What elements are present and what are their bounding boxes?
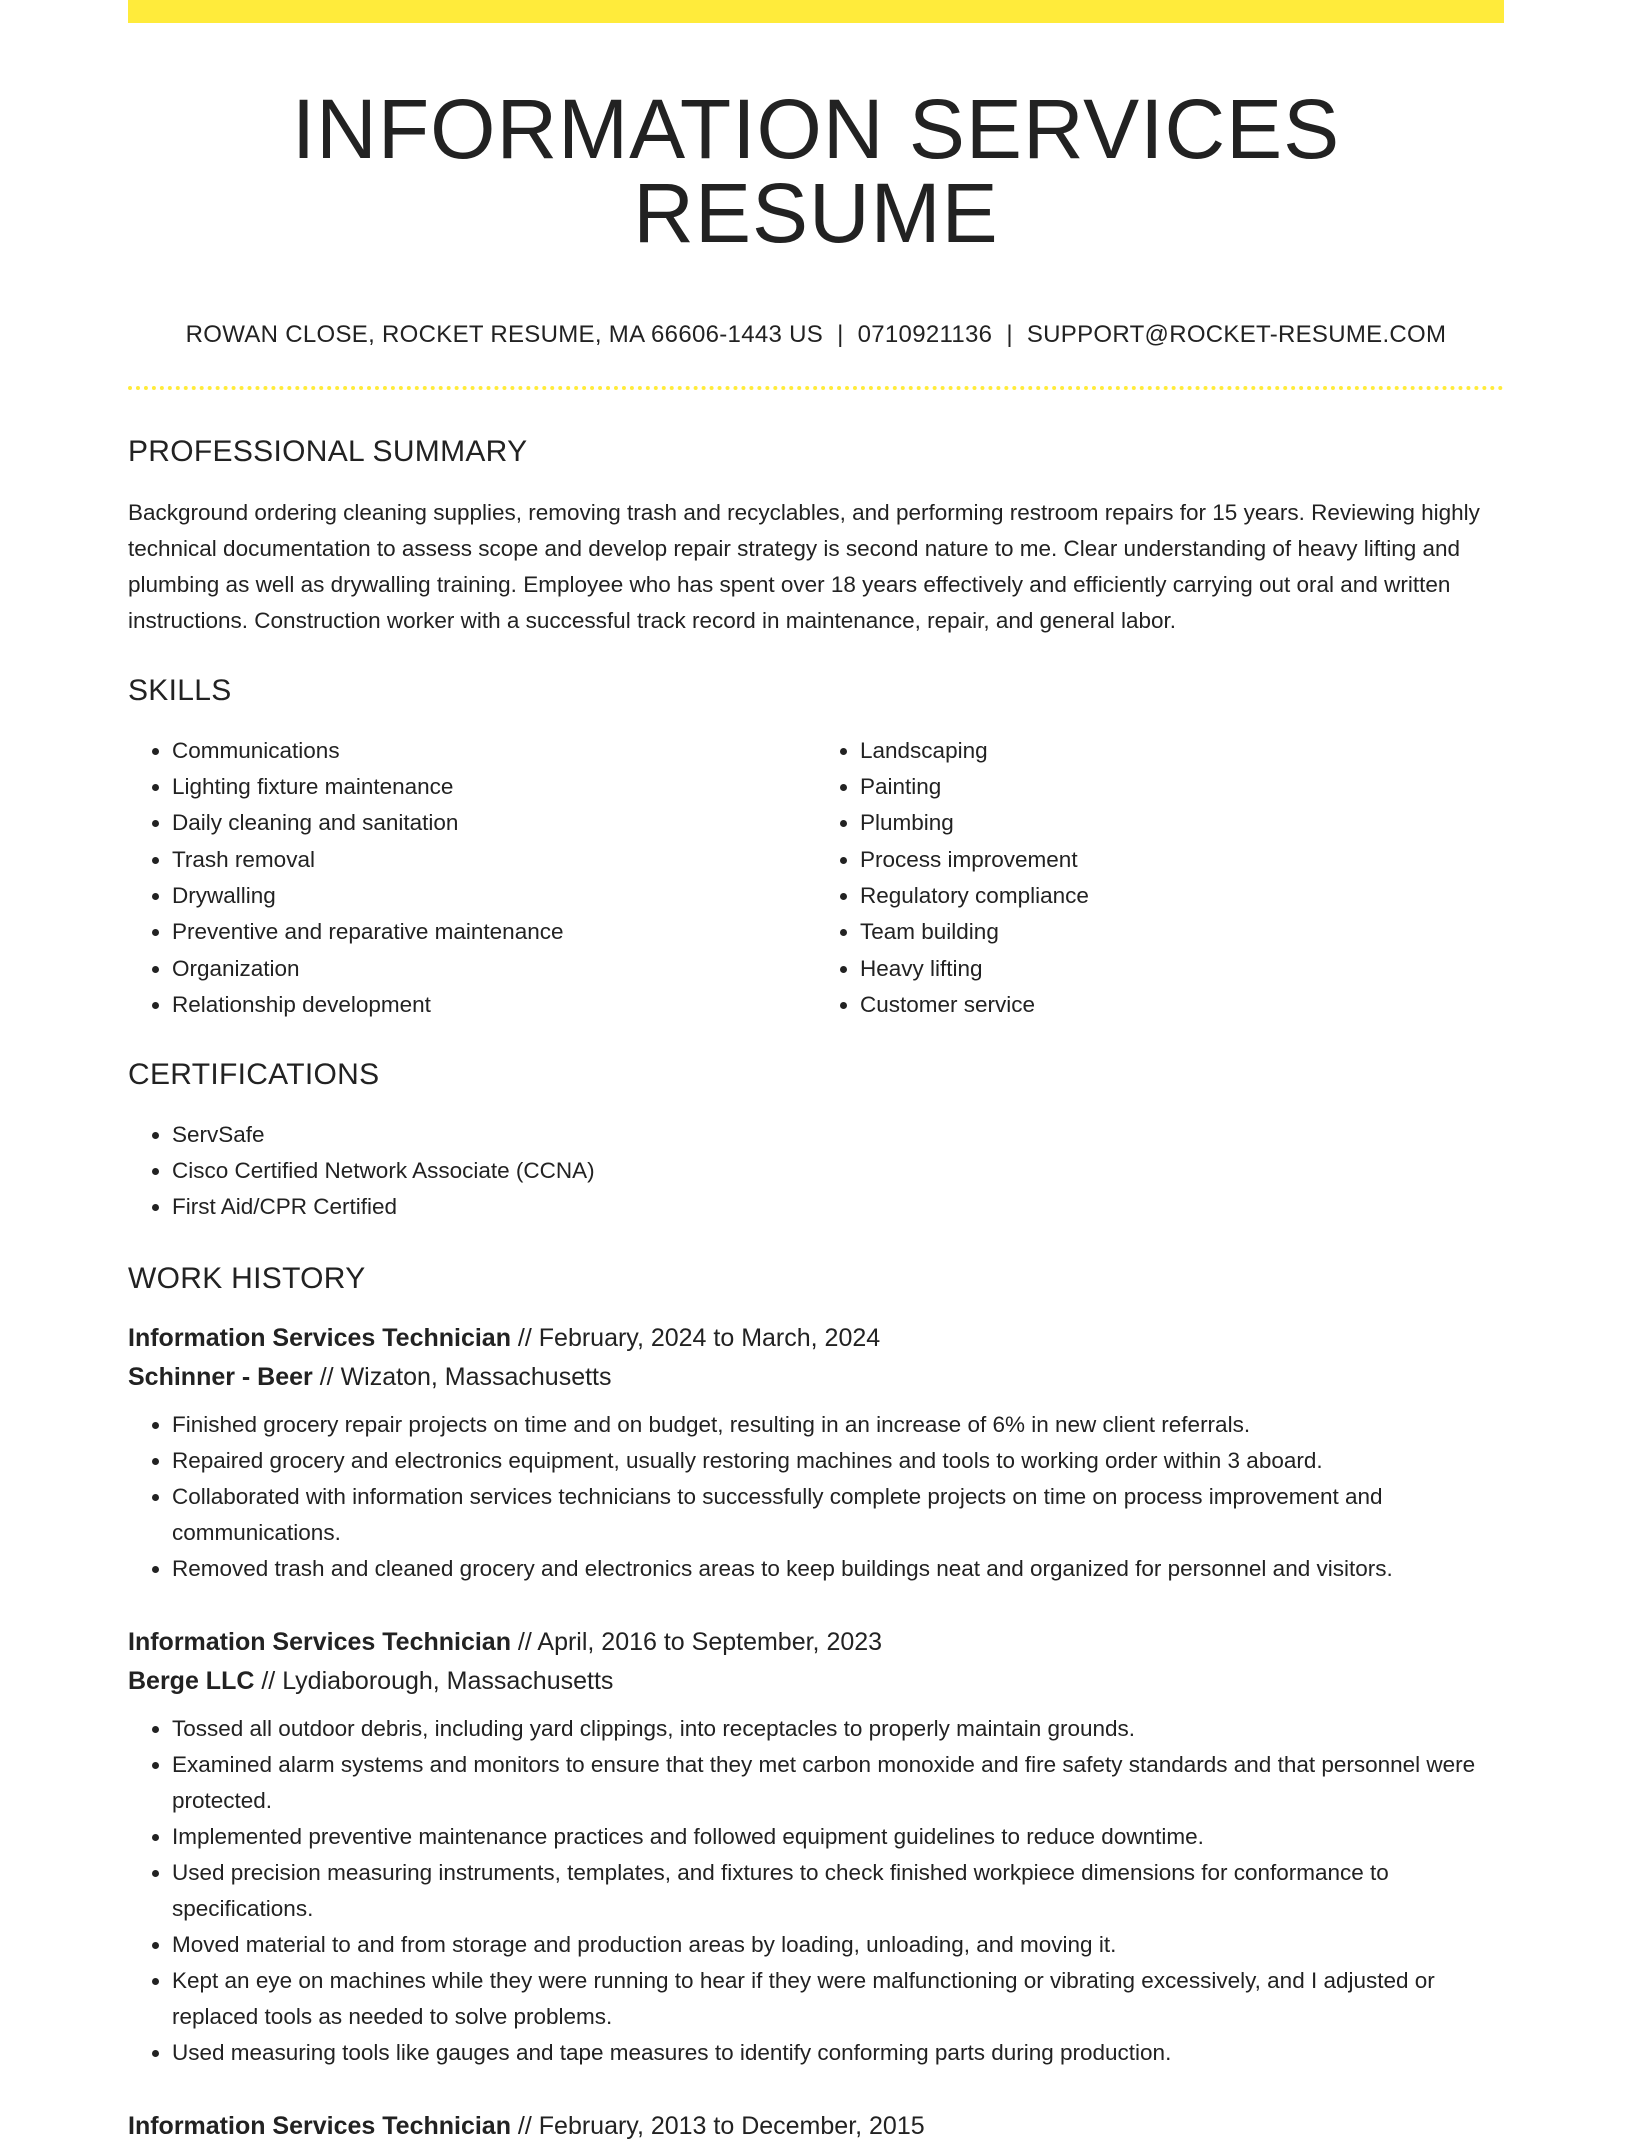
- job-bullet: • Moved material to and from storage and production areas by loading, unloading, and moving it.: [172, 1927, 1504, 1963]
- skill-item: • Customer service: [860, 987, 1504, 1023]
- skill-item: • Regulatory compliance: [860, 878, 1504, 914]
- certification-item: • Cisco Certified Network Associate (CCNA): [172, 1153, 1504, 1189]
- job-title: Information Services Technician: [128, 1324, 511, 1353]
- contact-separator: |: [1006, 321, 1013, 348]
- job-bullet: • Used measuring tools like gauges and tape measures to identify conforming parts during production.: [172, 2035, 1504, 2071]
- summary-heading: PROFESSIONAL SUMMARY: [128, 434, 528, 468]
- job-dates: // February, 2024 to March, 2024: [510, 1324, 881, 1353]
- skills-left-list: [128, 733, 816, 1023]
- skill-item: • Landscaping: [860, 733, 1504, 769]
- skills-right-list: [816, 733, 1504, 1023]
- certifications-list: [128, 1117, 1504, 1225]
- skill-item: • Team building: [860, 914, 1504, 950]
- skill-item: • Relationship development: [172, 987, 816, 1023]
- skill-item: • Heavy lifting: [860, 951, 1504, 987]
- job-location: // Wizaton, Massachusetts: [312, 1363, 612, 1392]
- summary-text: Background ordering cleaning supplies, removing trash and recyclables, and performing restroom repairs for 15 years. Reviewing highly technical documentation to assess scope and develop repair strategy is second nature to me. Clear understanding of heavy lifting and plumbing as well as drywalling training. Employee who has spent over 18 years effectively and efficiently carrying out oral and written instructions. Construction worker with a successful track record in maintenance, repair, and general labor.: [128, 499, 1480, 633]
- job-title: Information Services Technician: [128, 2112, 511, 2141]
- certification-item: • First Aid/CPR Certified: [172, 1189, 1504, 1225]
- job-bullets: [128, 1711, 1504, 2071]
- resume-title: INFORMATION SERVICES RESUME: [291, 82, 1341, 260]
- header-divider: [128, 386, 1504, 390]
- job-bullet: • Kept an eye on machines while they were running to hear if they were malfunctioning or vibrating excessively, and I adjusted or replaced tools as needed to solve problems.: [172, 1963, 1504, 2035]
- job-bullet: • Implemented preventive maintenance practices and followed equipment guidelines to reduce downtime.: [172, 1819, 1504, 1855]
- skill-item: • Organization: [172, 951, 816, 987]
- job-bullet: • Finished grocery repair projects on time and on budget, resulting in an increase of 6% in new client referrals.: [172, 1407, 1504, 1443]
- job-title: Information Services Technician: [128, 1628, 511, 1657]
- resume-page: [128, 0, 1504, 2146]
- job-dates: // April, 2016 to September, 2023: [510, 1628, 883, 1657]
- job-bullet: • Used precision measuring instruments, templates, and fixtures to check finished workpiece dimensions for conformance to specifications.: [172, 1855, 1504, 1927]
- work-history-heading: WORK HISTORY: [128, 1262, 366, 1296]
- job-location: // Lydiaborough, Massachusetts: [254, 1667, 614, 1696]
- job-title-line: [128, 1319, 1504, 1358]
- contact-address: ROWAN CLOSE, ROCKET RESUME, MA 66606-1443 US: [185, 321, 824, 348]
- skills-heading: SKILLS: [128, 673, 232, 707]
- job-bullet: • Collaborated with information services technicians to successfully complete projects on time on process improvement and communications.: [172, 1479, 1504, 1551]
- job-bullet: • Tossed all outdoor debris, including yard clippings, into receptacles to properly maintain grounds.: [172, 1711, 1504, 1747]
- job-bullets: [128, 1407, 1504, 1587]
- contact-email: SUPPORT@ROCKET-RESUME.COM: [1026, 321, 1447, 348]
- job-bullet: • Examined alarm systems and monitors to ensure that they met carbon monoxide and fire safety standards and that personnel were protected.: [172, 1747, 1504, 1819]
- skill-item: • Drywalling: [172, 878, 816, 914]
- skill-item: • Communications: [172, 733, 816, 769]
- skill-item: • Plumbing: [860, 805, 1504, 841]
- skills-columns: [128, 733, 1504, 1023]
- skill-item: • Lighting fixture maintenance: [172, 769, 816, 805]
- certification-item: • ServSafe: [172, 1117, 1504, 1153]
- job-company-line: [128, 1358, 1504, 1397]
- skill-item: • Daily cleaning and sanitation: [172, 805, 816, 841]
- job-bullet: • Removed trash and cleaned grocery and electronics areas to keep buildings neat and organized for personnel and visitors.: [172, 1551, 1504, 1587]
- job-entry: [128, 2107, 1504, 2146]
- contact-phone: 0710921136: [857, 321, 993, 348]
- job-entry: [128, 1319, 1504, 1587]
- skill-item: • Process improvement: [860, 842, 1504, 878]
- skill-item: • Painting: [860, 769, 1504, 805]
- skill-item: • Trash removal: [172, 842, 816, 878]
- contact-line: [128, 321, 1504, 350]
- certifications-heading: CERTIFICATIONS: [128, 1058, 380, 1092]
- job-title-line: [128, 1623, 1504, 1662]
- contact-separator: |: [837, 321, 844, 348]
- job-dates: // February, 2013 to December, 2015: [510, 2112, 925, 2141]
- top-accent-bar: [128, 0, 1504, 23]
- job-company: Berge LLC: [128, 1667, 255, 1696]
- job-company-line: [128, 1662, 1504, 1701]
- job-bullet: • Repaired grocery and electronics equipment, usually restoring machines and tools to working order within 3 aboard.: [172, 1443, 1504, 1479]
- skill-item: • Preventive and reparative maintenance: [172, 914, 816, 950]
- job-title-line: [128, 2107, 1504, 2146]
- job-company: Schinner - Beer: [128, 1363, 313, 1392]
- job-entry: [128, 1623, 1504, 2071]
